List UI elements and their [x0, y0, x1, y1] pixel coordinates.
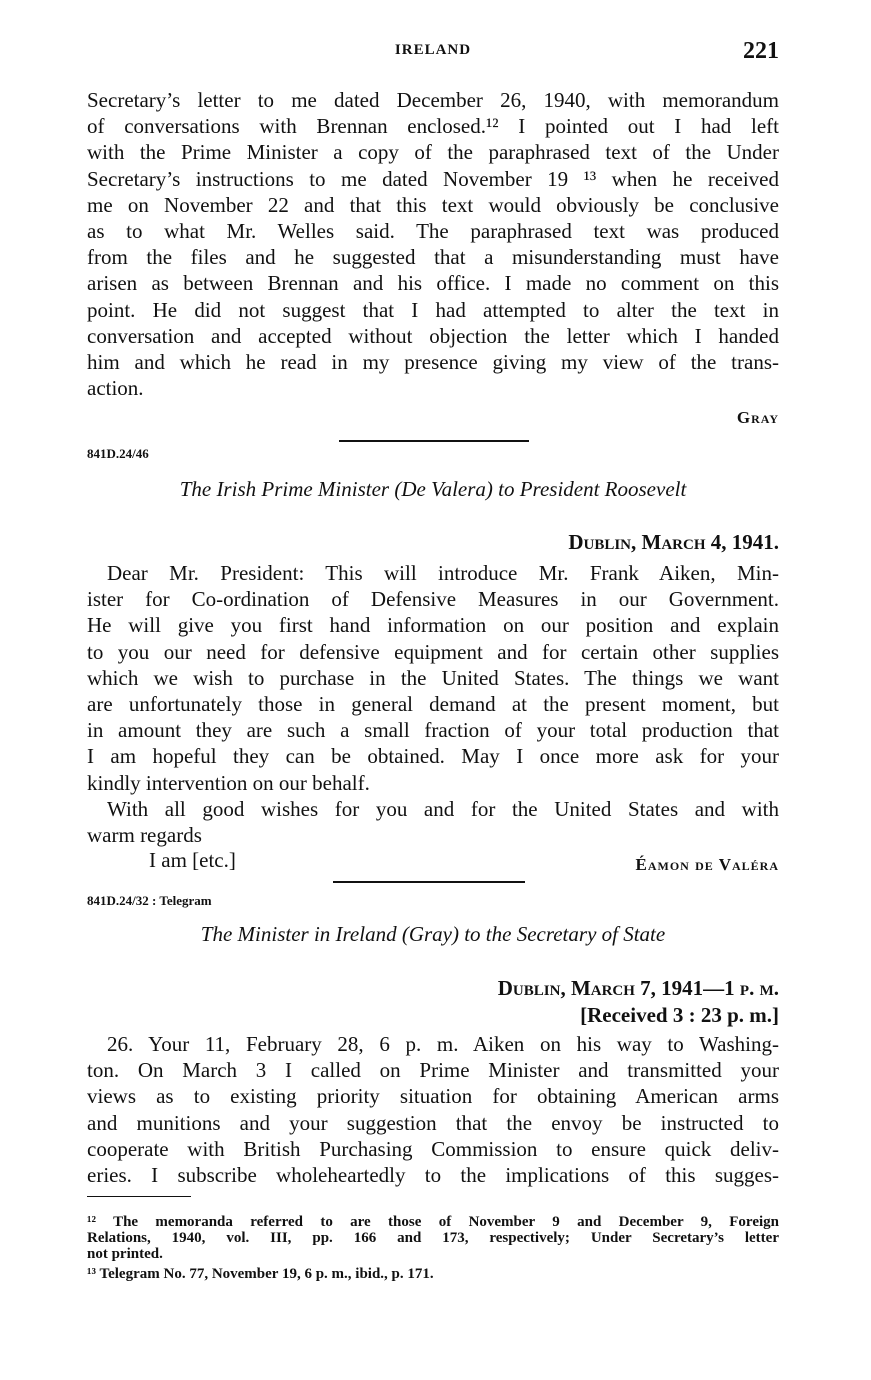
text-line: with the Prime Minister a copy of the paraphrased text of the Under: [87, 140, 779, 165]
text-line: and munitions and your suggestion that the envoy be instructed to: [87, 1110, 779, 1135]
text-line: Dear Mr. President: This will introduce Mr. Frank Aiken, Min-: [107, 561, 779, 585]
letter-paragraph: [87, 796, 779, 848]
footnote-line: Relations, 1940, vol. III, pp. 166 and 173, respectively; Under Secretary’s letter: [87, 1230, 779, 1246]
continued-paragraph: [87, 87, 779, 401]
text-line: arisen as between Brennan and his office. I made no comment on this: [87, 271, 779, 296]
text-line: He will give you first hand information on our position and explain: [87, 613, 779, 638]
text-line: warm regards: [87, 823, 202, 848]
footnote-12: [87, 1214, 779, 1262]
signature-de-valera: Éamon de Valéra: [635, 855, 779, 874]
text-line: which we wish to purchase in the United States. The things we want: [87, 665, 779, 690]
page-number: 221: [743, 38, 779, 64]
closing: I am [etc.]: [149, 848, 236, 872]
text-line: With all good wishes for you and for the United States and with: [107, 797, 779, 821]
text-line: Secretary’s instructions to me dated November 19 ¹³ when he received: [87, 166, 779, 191]
footnote-line: ¹² The memoranda referred to are those of November 9 and December 9, Foreign: [87, 1214, 779, 1230]
signature-gray: Gray: [736, 408, 779, 427]
text-line: ton. On March 3 I called on Prime Minister and transmitted your: [87, 1058, 779, 1083]
text-line: 26. Your 11, February 28, 6 p. m. Aiken on his way to Washing-: [107, 1032, 779, 1056]
text-line: Secretary’s letter to me dated December 26, 1940, with memorandum: [87, 88, 779, 112]
text-line: in amount they are such a small fraction of your total production that: [87, 718, 779, 743]
running-header: [87, 38, 779, 68]
file-number: 841D.24/32 : Telegram: [87, 893, 212, 908]
dateline: Dublin, March 4, 1941.: [568, 530, 779, 554]
text-line: him and which he read in my presence giving my view of the trans-: [87, 349, 779, 374]
document-heading: The Irish Prime Minister (De Valera) to President Roosevelt: [179, 477, 687, 501]
footnote-13: ¹³ Telegram No. 77, November 19, 6 p. m., ibid., p. 171.: [87, 1266, 434, 1282]
text-line: point. He did not suggest that I had attempted to alter the text in: [87, 297, 779, 322]
text-line: of conversations with Brennan enclosed.¹² I pointed out I had left: [87, 114, 779, 139]
text-line: from the files and he suggested that a misunderstanding must have: [87, 245, 779, 270]
text-line: me on November 22 and that this text would obviously be conclusive: [87, 192, 779, 217]
text-line: eries. I subscribe wholeheartedly to the implications of this sugges-: [87, 1162, 779, 1187]
text-line: views as to existing priority situation for obtaining American arms: [87, 1084, 779, 1109]
text-line: action.: [87, 376, 144, 401]
text-line: as to what Mr. Welles said. The paraphrased text was produced: [87, 218, 779, 243]
text-line: conversation and accepted without objection the letter which I handed: [87, 323, 779, 348]
text-line: cooperate with British Purchasing Commission to ensure quick deliv-: [87, 1136, 779, 1161]
section-divider: [339, 440, 529, 442]
section-divider: [333, 881, 525, 883]
letter-paragraph: [87, 560, 779, 796]
received-time: [Received 3 : 23 p. m.]: [580, 1003, 779, 1027]
text-line: I am hopeful they can be obtained. May I once more ask for your: [87, 744, 779, 769]
text-line: are unfortunately those in general demand at the present moment, but: [87, 691, 779, 716]
telegram-paragraph: [87, 1031, 779, 1188]
dateline: Dublin, March 7, 1941—1 p. m.: [497, 976, 779, 1000]
footnote-line: not printed.: [87, 1246, 163, 1262]
text-line: to you our need for defensive equipment and for certain other supplies: [87, 639, 779, 664]
running-title: IRELAND: [394, 42, 472, 58]
file-number: 841D.24/46: [87, 446, 149, 461]
text-line: ister for Co-ordination of Defensive Measures in our Government.: [87, 587, 779, 612]
footnote-rule: [87, 1196, 191, 1197]
document-heading: The Minister in Ireland (Gray) to the Secretary of State: [200, 922, 666, 946]
text-line: kindly intervention on our behalf.: [87, 770, 370, 795]
